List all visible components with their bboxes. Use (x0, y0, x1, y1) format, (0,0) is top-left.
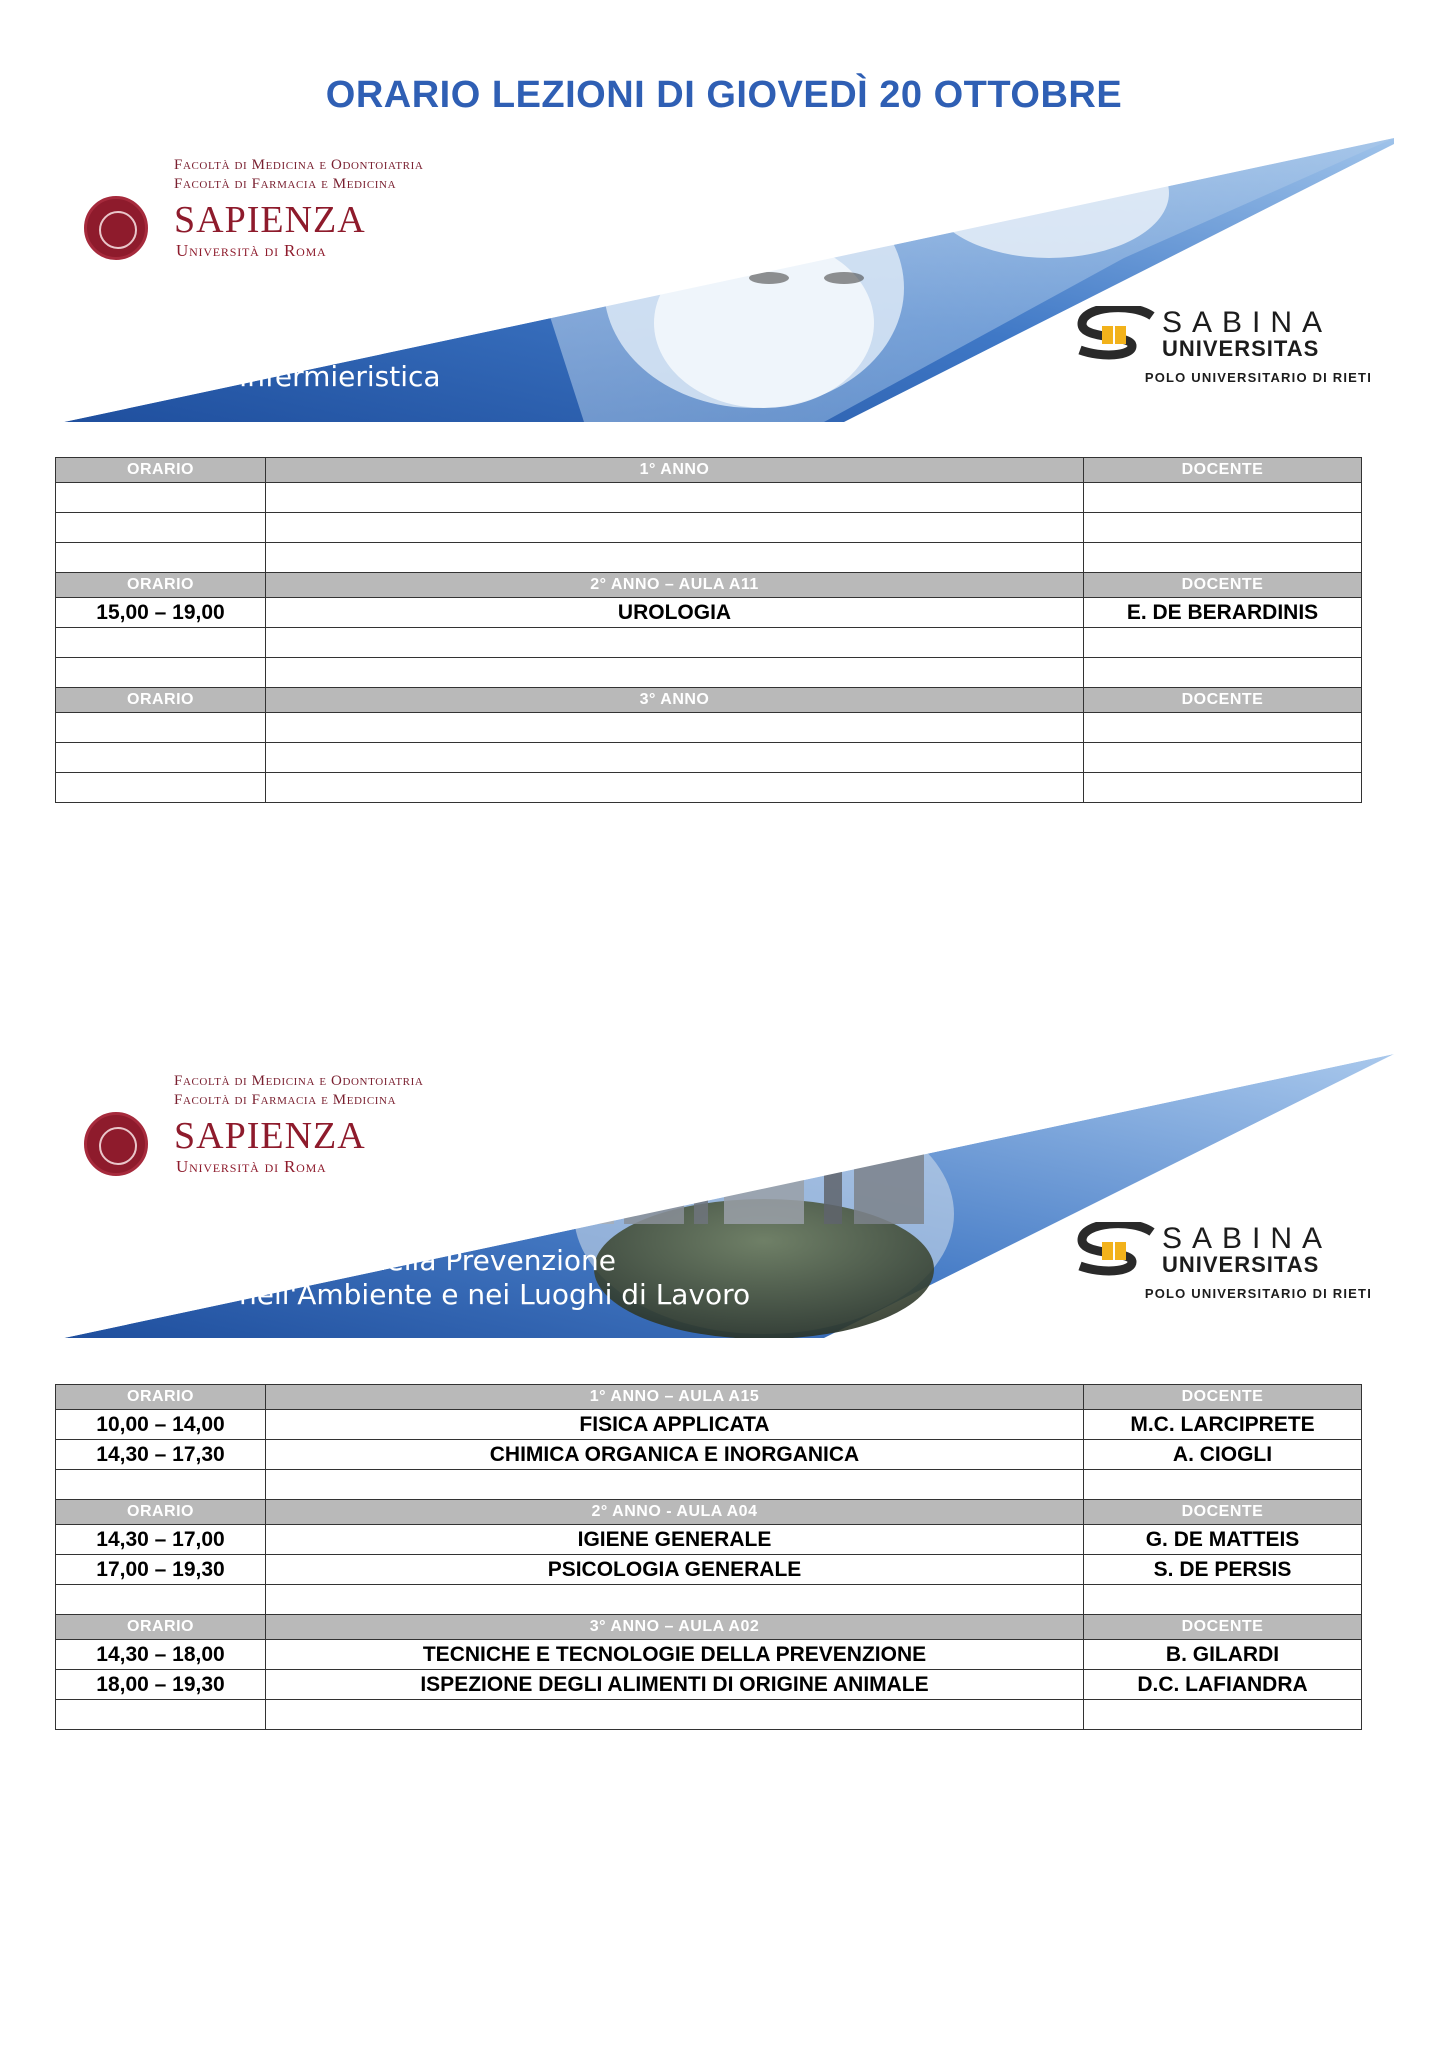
table-row (56, 713, 1362, 743)
cell-time (56, 483, 266, 513)
table-row (56, 658, 1362, 688)
table-row (56, 1555, 1362, 1585)
course-name (239, 360, 441, 394)
cell-teacher: D.C. LAFIANDRA (1084, 1670, 1362, 1700)
university-name: SAPIENZA (174, 1115, 366, 1157)
header-teacher: DOCENTE (1084, 688, 1362, 713)
cell-time: 14,30 – 18,00 (56, 1640, 266, 1670)
cell-time (56, 773, 266, 803)
table-header-row (56, 458, 1362, 483)
table-row (56, 743, 1362, 773)
cell-subject: UROLOGIA (266, 598, 1084, 628)
header-teacher: DOCENTE (1084, 1385, 1362, 1410)
cell-time (56, 743, 266, 773)
cell-teacher (1084, 1470, 1362, 1500)
course-line-1: Tecniche della Prevenzione (239, 1244, 617, 1277)
cell-time: 15,00 – 19,00 (56, 598, 266, 628)
course-line-1: Infermieristica (239, 360, 441, 393)
course-name (239, 1244, 750, 1312)
partner-polo: POLO UNIVERSITARIO DI RIETI (1144, 1286, 1372, 1301)
header-time: ORARIO (56, 1385, 266, 1410)
course-line-2: nell'Ambiente e nei Luoghi di Lavoro (239, 1278, 751, 1311)
cell-subject (266, 658, 1084, 688)
cell-teacher (1084, 713, 1362, 743)
header-year: 2° ANNO - AULA A04 (266, 1500, 1084, 1525)
faculty-line-2: Facoltà di Farmacia e Medicina (174, 1092, 397, 1108)
cell-subject: TECNICHE E TECNOLOGIE DELLA PREVENZIONE (266, 1640, 1084, 1670)
cell-subject (266, 1470, 1084, 1500)
faculty-names (174, 156, 423, 194)
header-time: ORARIO (56, 1615, 266, 1640)
sabina-book-icon (1072, 306, 1158, 362)
header-year: 1° ANNO – AULA A15 (266, 1385, 1084, 1410)
table-row (56, 543, 1362, 573)
university-subtitle: Università di Roma (176, 241, 327, 260)
faculty-line-1: Facoltà di Medicina e Odontoiatria (174, 157, 424, 173)
cell-teacher: E. DE BERARDINIS (1084, 598, 1362, 628)
cell-time: 17,00 – 19,30 (56, 1555, 266, 1585)
table-row (56, 1470, 1362, 1500)
header-year: 3° ANNO (266, 688, 1084, 713)
header-teacher: DOCENTE (1084, 1615, 1362, 1640)
header-year: 2° ANNO – AULA A11 (266, 573, 1084, 598)
cell-subject (266, 483, 1084, 513)
cell-time: 14,30 – 17,00 (56, 1525, 266, 1555)
cell-teacher (1084, 773, 1362, 803)
cell-time (56, 543, 266, 573)
table-header-row (56, 688, 1362, 713)
page-title: ORARIO LEZIONI DI GIOVEDÌ 20 OTTOBRE (325, 74, 1123, 116)
cell-time: 18,00 – 19,30 (56, 1670, 266, 1700)
header-year: 1° ANNO (266, 458, 1084, 483)
cell-subject: FISICA APPLICATA (266, 1410, 1084, 1440)
table-header-row (56, 1385, 1362, 1410)
cell-time: 14,30 – 17,30 (56, 1440, 266, 1470)
cell-subject (266, 543, 1084, 573)
table-row (56, 628, 1362, 658)
cell-teacher (1084, 628, 1362, 658)
partner-subtitle: UNIVERSITAS (1162, 336, 1320, 361)
cell-time (56, 658, 266, 688)
cell-subject (266, 713, 1084, 743)
cell-teacher: G. DE MATTEIS (1084, 1525, 1362, 1555)
university-subtitle: Università di Roma (176, 1157, 327, 1176)
cell-time (56, 513, 266, 543)
header-teacher: DOCENTE (1084, 458, 1362, 483)
header-teacher: DOCENTE (1084, 573, 1362, 598)
header-year: 3° ANNO – AULA A02 (266, 1615, 1084, 1640)
cell-teacher: S. DE PERSIS (1084, 1555, 1362, 1585)
sabina-book-icon (1072, 1222, 1158, 1278)
sabina-universitas-logo (1072, 1222, 1372, 1302)
cell-time (56, 1585, 266, 1615)
header-time: ORARIO (56, 1500, 266, 1525)
cell-teacher (1084, 543, 1362, 573)
cell-time (56, 1470, 266, 1500)
cell-subject (266, 773, 1084, 803)
schedule-table-prevenzione (55, 1384, 1362, 1730)
faculty-names (174, 1072, 423, 1110)
cell-subject (266, 513, 1084, 543)
cell-teacher (1084, 483, 1362, 513)
partner-subtitle: UNIVERSITAS (1162, 1252, 1320, 1277)
faculty-line-1: Facoltà di Medicina e Odontoiatria (174, 1073, 424, 1089)
course-banner-prevenzione (64, 1054, 1394, 1338)
cell-subject: IGIENE GENERALE (266, 1525, 1084, 1555)
cell-teacher (1084, 743, 1362, 773)
partner-name: SABINA (1162, 306, 1333, 339)
faculty-line-2: Facoltà di Farmacia e Medicina (174, 176, 397, 192)
header-time: ORARIO (56, 458, 266, 483)
table-row (56, 773, 1362, 803)
university-name: SAPIENZA (174, 199, 366, 241)
table-row (56, 598, 1362, 628)
schedule-table-infermieristica (55, 457, 1362, 803)
table-row (56, 1585, 1362, 1615)
header-time: ORARIO (56, 573, 266, 598)
cell-teacher: A. CIOGLI (1084, 1440, 1362, 1470)
table-row (56, 513, 1362, 543)
cell-teacher (1084, 513, 1362, 543)
cell-subject: PSICOLOGIA GENERALE (266, 1555, 1084, 1585)
cell-teacher: M.C. LARCIPRETE (1084, 1410, 1362, 1440)
cell-time (56, 628, 266, 658)
table-row (56, 483, 1362, 513)
cell-teacher (1084, 658, 1362, 688)
cell-teacher (1084, 1585, 1362, 1615)
sabina-universitas-logo (1072, 306, 1372, 386)
table-row (56, 1525, 1362, 1555)
cell-teacher: B. GILARDI (1084, 1640, 1362, 1670)
table-row (56, 1440, 1362, 1470)
table-row (56, 1670, 1362, 1700)
partner-polo: POLO UNIVERSITARIO DI RIETI (1144, 370, 1372, 385)
table-row (56, 1640, 1362, 1670)
cell-subject: CHIMICA ORGANICA E INORGANICA (266, 1440, 1084, 1470)
partner-name: SABINA (1162, 1222, 1333, 1255)
table-header-row (56, 573, 1362, 598)
sapienza-seal-icon (84, 196, 148, 260)
cell-teacher (1084, 1700, 1362, 1730)
cell-subject (266, 628, 1084, 658)
table-header-row (56, 1615, 1362, 1640)
table-row (56, 1410, 1362, 1440)
cell-subject (266, 1700, 1084, 1730)
cell-subject: ISPEZIONE DEGLI ALIMENTI DI ORIGINE ANIMALE (266, 1670, 1084, 1700)
cell-time (56, 713, 266, 743)
header-time: ORARIO (56, 688, 266, 713)
sapienza-seal-icon (84, 1112, 148, 1176)
cell-time (56, 1700, 266, 1730)
cell-subject (266, 743, 1084, 773)
cell-time: 10,00 – 14,00 (56, 1410, 266, 1440)
cell-subject (266, 1585, 1084, 1615)
table-row (56, 1700, 1362, 1730)
header-teacher: DOCENTE (1084, 1500, 1362, 1525)
table-header-row (56, 1500, 1362, 1525)
course-banner-infermieristica (64, 138, 1394, 422)
